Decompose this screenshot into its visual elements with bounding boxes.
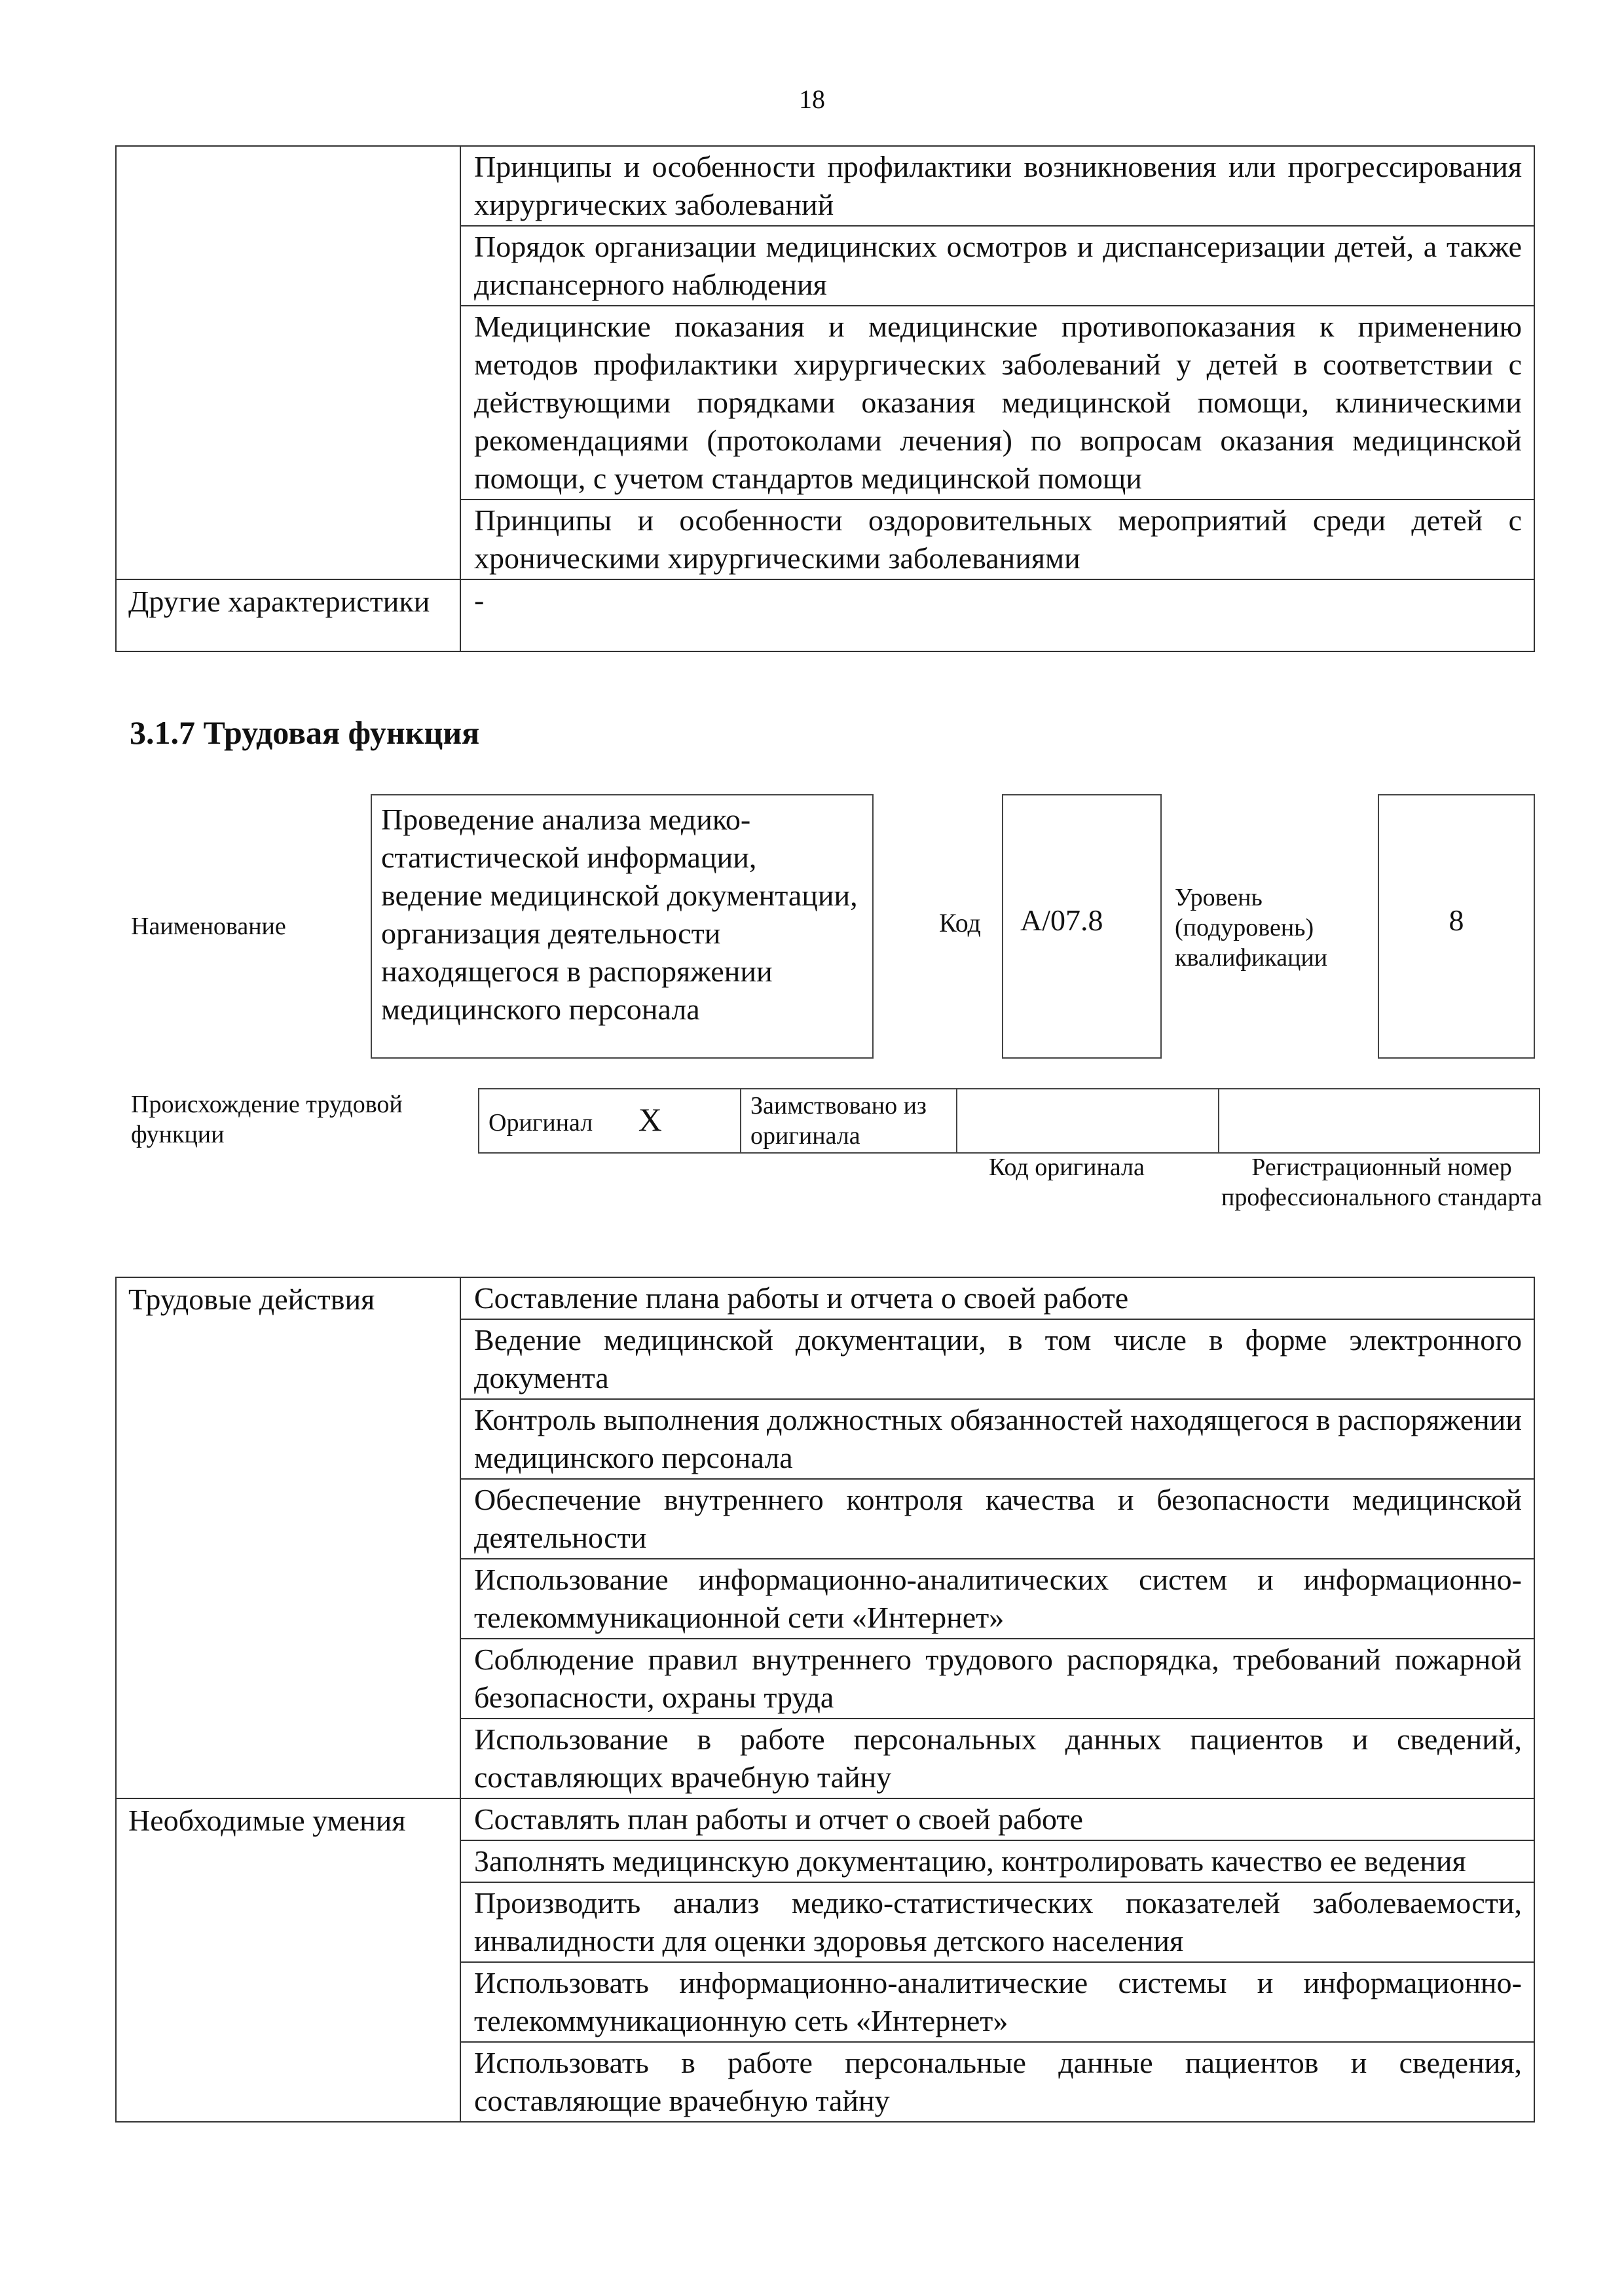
labor-actions-item: Использование информационно-аналитических систем и информационно-телекоммуникационной сети «Интернет»: [460, 1559, 1534, 1639]
level-box: [1378, 794, 1535, 1059]
labor-actions-item: Использование в работе персональных данных пациентов и сведений, составляющих врачебную тайну: [460, 1719, 1534, 1798]
required-skills-item: Заполнять медицинскую документацию, контролировать качество ее ведения: [460, 1840, 1534, 1882]
labor-function-table: [115, 1277, 1535, 2123]
original-cell: [479, 1089, 741, 1153]
name-label: Наименование: [131, 913, 286, 940]
labor-actions-label: Трудовые действия: [116, 1277, 460, 1798]
table-row: [479, 1089, 1540, 1153]
other-characteristics-value: -: [460, 579, 1534, 651]
code-original-caption: Код оригинала: [989, 1154, 1145, 1181]
level-label: Уровень (подуровень) квалификации: [1175, 884, 1328, 972]
original-label: Оригинал: [489, 1108, 593, 1137]
required-skills-item: Производить анализ медико-статистических показателей заболеваемости, инвалидности для оценки здоровья детского населения: [460, 1882, 1534, 1962]
code-label: Код: [939, 908, 981, 938]
required-skills-item: Использовать в работе персональные данные пациентов и сведения, составляющие врачебную тайну: [460, 2042, 1534, 2122]
code-value: A/07.8: [1020, 903, 1103, 937]
registration-number-caption: Регистрационный номер профессионального стандарта: [1221, 1154, 1542, 1211]
original-mark: X: [638, 1101, 662, 1138]
labor-actions-item: Контроль выполнения должностных обязанностей находящегося в распоряжении медицинского персонала: [460, 1399, 1534, 1479]
origin-label: Происхождение трудовой функции: [131, 1091, 403, 1148]
empty-label-cell: [116, 146, 460, 579]
table-row: [116, 1798, 1534, 1840]
table-cell: Медицинские показания и медицинские противопоказания к применению методов профилактики хирургических заболеваний у детей в соответствии с действующими порядками оказания медицинской помощи, клиническими рекомендациями (протоколами лечения) по вопросам оказания медицинской помощи, с учетом стандартов медицинской помощи: [460, 306, 1534, 500]
function-name-box: Проведение анализа медико-статистической информации, ведение медицинской документации, организация деятельности находящегося в распоряжении медицинского персонала: [371, 794, 874, 1059]
required-skills-item: Использовать информационно-аналитические системы и информационно-телекоммуникационную сеть «Интернет»: [460, 1962, 1534, 2042]
labor-actions-item: Ведение медицинской документации, в том числе в форме электронного документа: [460, 1319, 1534, 1399]
labor-actions-item: Соблюдение правил внутреннего трудового распорядка, требований пожарной безопасности, охраны труда: [460, 1639, 1534, 1719]
table-row: [116, 579, 1534, 651]
borrowed-cell: Заимствовано из оригинала: [741, 1089, 957, 1153]
labor-actions-item: Составление плана работы и отчета о своей работе: [460, 1277, 1534, 1319]
other-characteristics-label: Другие характеристики: [116, 579, 460, 651]
section-title: 3.1.7 Трудовая функция: [130, 714, 480, 751]
original-code-cell: [957, 1089, 1219, 1153]
origin-table: [478, 1088, 1540, 1154]
table-row: [116, 1277, 1534, 1319]
table-cell: Порядок организации медицинских осмотров и диспансеризации детей, а также диспансерного наблюдения: [460, 226, 1534, 306]
knowledge-table-continued: [115, 145, 1535, 652]
page-number: 18: [799, 84, 825, 114]
table-cell: Принципы и особенности оздоровительных мероприятий среди детей с хроническими хирургическими заболеваниями: [460, 500, 1534, 579]
table-row: [116, 146, 1534, 226]
registration-number-cell: [1219, 1089, 1540, 1153]
level-value: 8: [1449, 903, 1464, 937]
required-skills-item: Составлять план работы и отчет о своей работе: [460, 1798, 1534, 1840]
required-skills-label: Необходимые умения: [116, 1798, 460, 2122]
code-box: [1002, 794, 1162, 1059]
labor-actions-item: Обеспечение внутреннего контроля качества и безопасности медицинской деятельности: [460, 1479, 1534, 1559]
table-cell: Принципы и особенности профилактики возникновения или прогрессирования хирургических заболеваний: [460, 146, 1534, 226]
